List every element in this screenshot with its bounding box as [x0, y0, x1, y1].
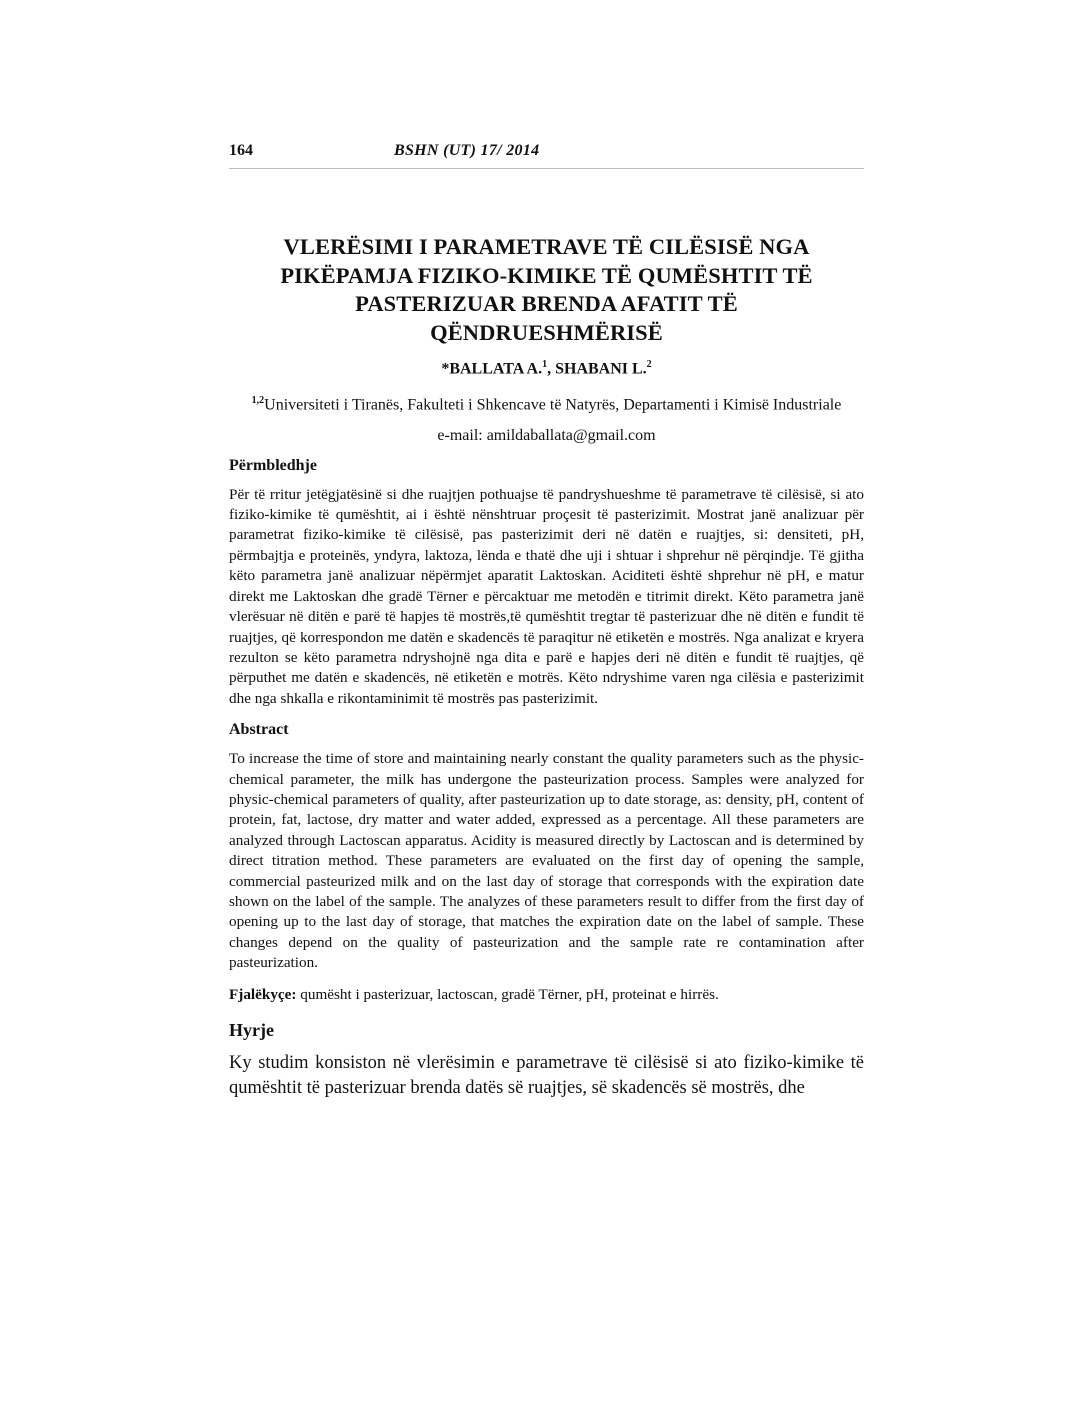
affiliation-mark: 1,2	[251, 395, 265, 407]
title-line: PASTERIZUAR BRENDA AFATIT TË	[355, 291, 738, 316]
hyrje-text: Ky studim konsiston në vlerësimin e parametrave të cilësisë si ato fiziko-kimike të qumështit të pasterizuar brenda datës së ruajtjes, së skadencës së mostrës, dhe	[229, 1052, 864, 1098]
keywords	[229, 986, 864, 1004]
abstract-heading: Abstract	[229, 721, 289, 739]
affiliation-text: Universiteti i Tiranës, Fakulteti i Shkencave të Natyrës, Departamenti i Kimisë Industriale	[264, 396, 842, 414]
authors	[229, 359, 864, 378]
affiliation	[229, 390, 864, 415]
author-name: SHABANI L.	[555, 360, 647, 378]
keywords-text: qumësht i pasterizuar, lactoscan, gradë Tërner, pH, proteinat e hirrës.	[296, 985, 719, 1003]
page-number: 164	[229, 142, 253, 159]
permbledhje-heading: Përmbledhje	[229, 456, 317, 474]
title-line: QËNDRUESHMËRISË	[430, 319, 663, 345]
author-separator: ,	[547, 360, 556, 378]
author-name: *BALLATA A.	[441, 360, 543, 378]
running-header	[229, 142, 864, 169]
paper-page	[229, 142, 864, 1101]
keywords-label: Fjalëkyçe:	[229, 985, 297, 1003]
title-line: VLERËSIMI I PARAMETRAVE TË CILËSISË NGA	[283, 234, 810, 259]
email: e-mail: amildaballata@gmail.com	[437, 426, 656, 444]
title-line: PIKËPAMJA FIZIKO-KIMIKE TË QUMËSHTIT TË	[280, 262, 813, 288]
author-affil-mark: 2	[646, 359, 652, 370]
paper-title	[229, 233, 864, 347]
permbledhje-text: Për të rritur jetëgjatësinë si dhe ruajtjen pothuajse të pandryshueshme të parametrave të cilësisë, si ato fiziko-kimike të qumështit, ai i është nënshtruar proçesit të pasterizimit. Mostrat janë analizuar për parametrat fiziko-kimike të cilësisë, pas pasterizimit deri në datën e ruajtjes, si: densiteti, pH, përmbajtja e proteinës, yndyra, laktoza, lënda e thatë dhe uji i shtuar i shprehur në përqindje. Të gjitha këto parametra janë analizuar nëpërmjet aparatit Laktoskan. Aciditeti është shprehur në pH, e matur direkt me Laktoskan dhe gradë Tërner e përcaktuar me metodën e titrimit direkt. Këto parametra janë vlerësuar në ditën e parë të hapjes të mostrës,të qumështit tregtar të pasterizuar dhe në ditën e fundit të ruajtjes, që korrespondon me datën e skadencës të paraqitur në etiketën e mostrës. Nga analizat e kryera rezulton se këto parametra ndryshojnë nga dita e parë e hapjes deri në ditën e fundit të ruajtjes, që përputhet me datën e skadencës, në etiketën e motrës. Këto ndryshime varen nga cilësia e pasterizimit dhe nga shkalla e rikontaminimit të mostrës pas pasterizimit.	[229, 485, 864, 707]
author-affil-mark: 1	[542, 359, 548, 370]
journal-name: BSHN (UT) 17/ 2014	[394, 142, 540, 159]
abstract-text: To increase the time of store and maintaining nearly constant the quality parameters such as the physic-chemical parameter, the milk has undergone the pasteurization process. Samples were analyzed for physic-chemical parameters of quality, after pasteurization up to date storage, as: density, pH, content of protein, fat, lactose, dry matter and water added, expressed as a percentage. All these parameters are analyzed through Lactoscan apparatus. Acidity is measured directly by Lactoscan and is determined by direct titration method. These parameters are evaluated on the first day of opening the sample, commercial pasteurized milk and on the last day of storage that corresponds with the expiration date shown on the label of the sample. The analyzes of these parameters result to differ from the first day of opening up to the last day of storage, that matches the expiration date on the label of sample. These changes depend on the quality of pasteurization and the sample rate re contamination after pasteurization.	[229, 750, 864, 972]
hyrje-heading: Hyrje	[229, 1019, 274, 1040]
